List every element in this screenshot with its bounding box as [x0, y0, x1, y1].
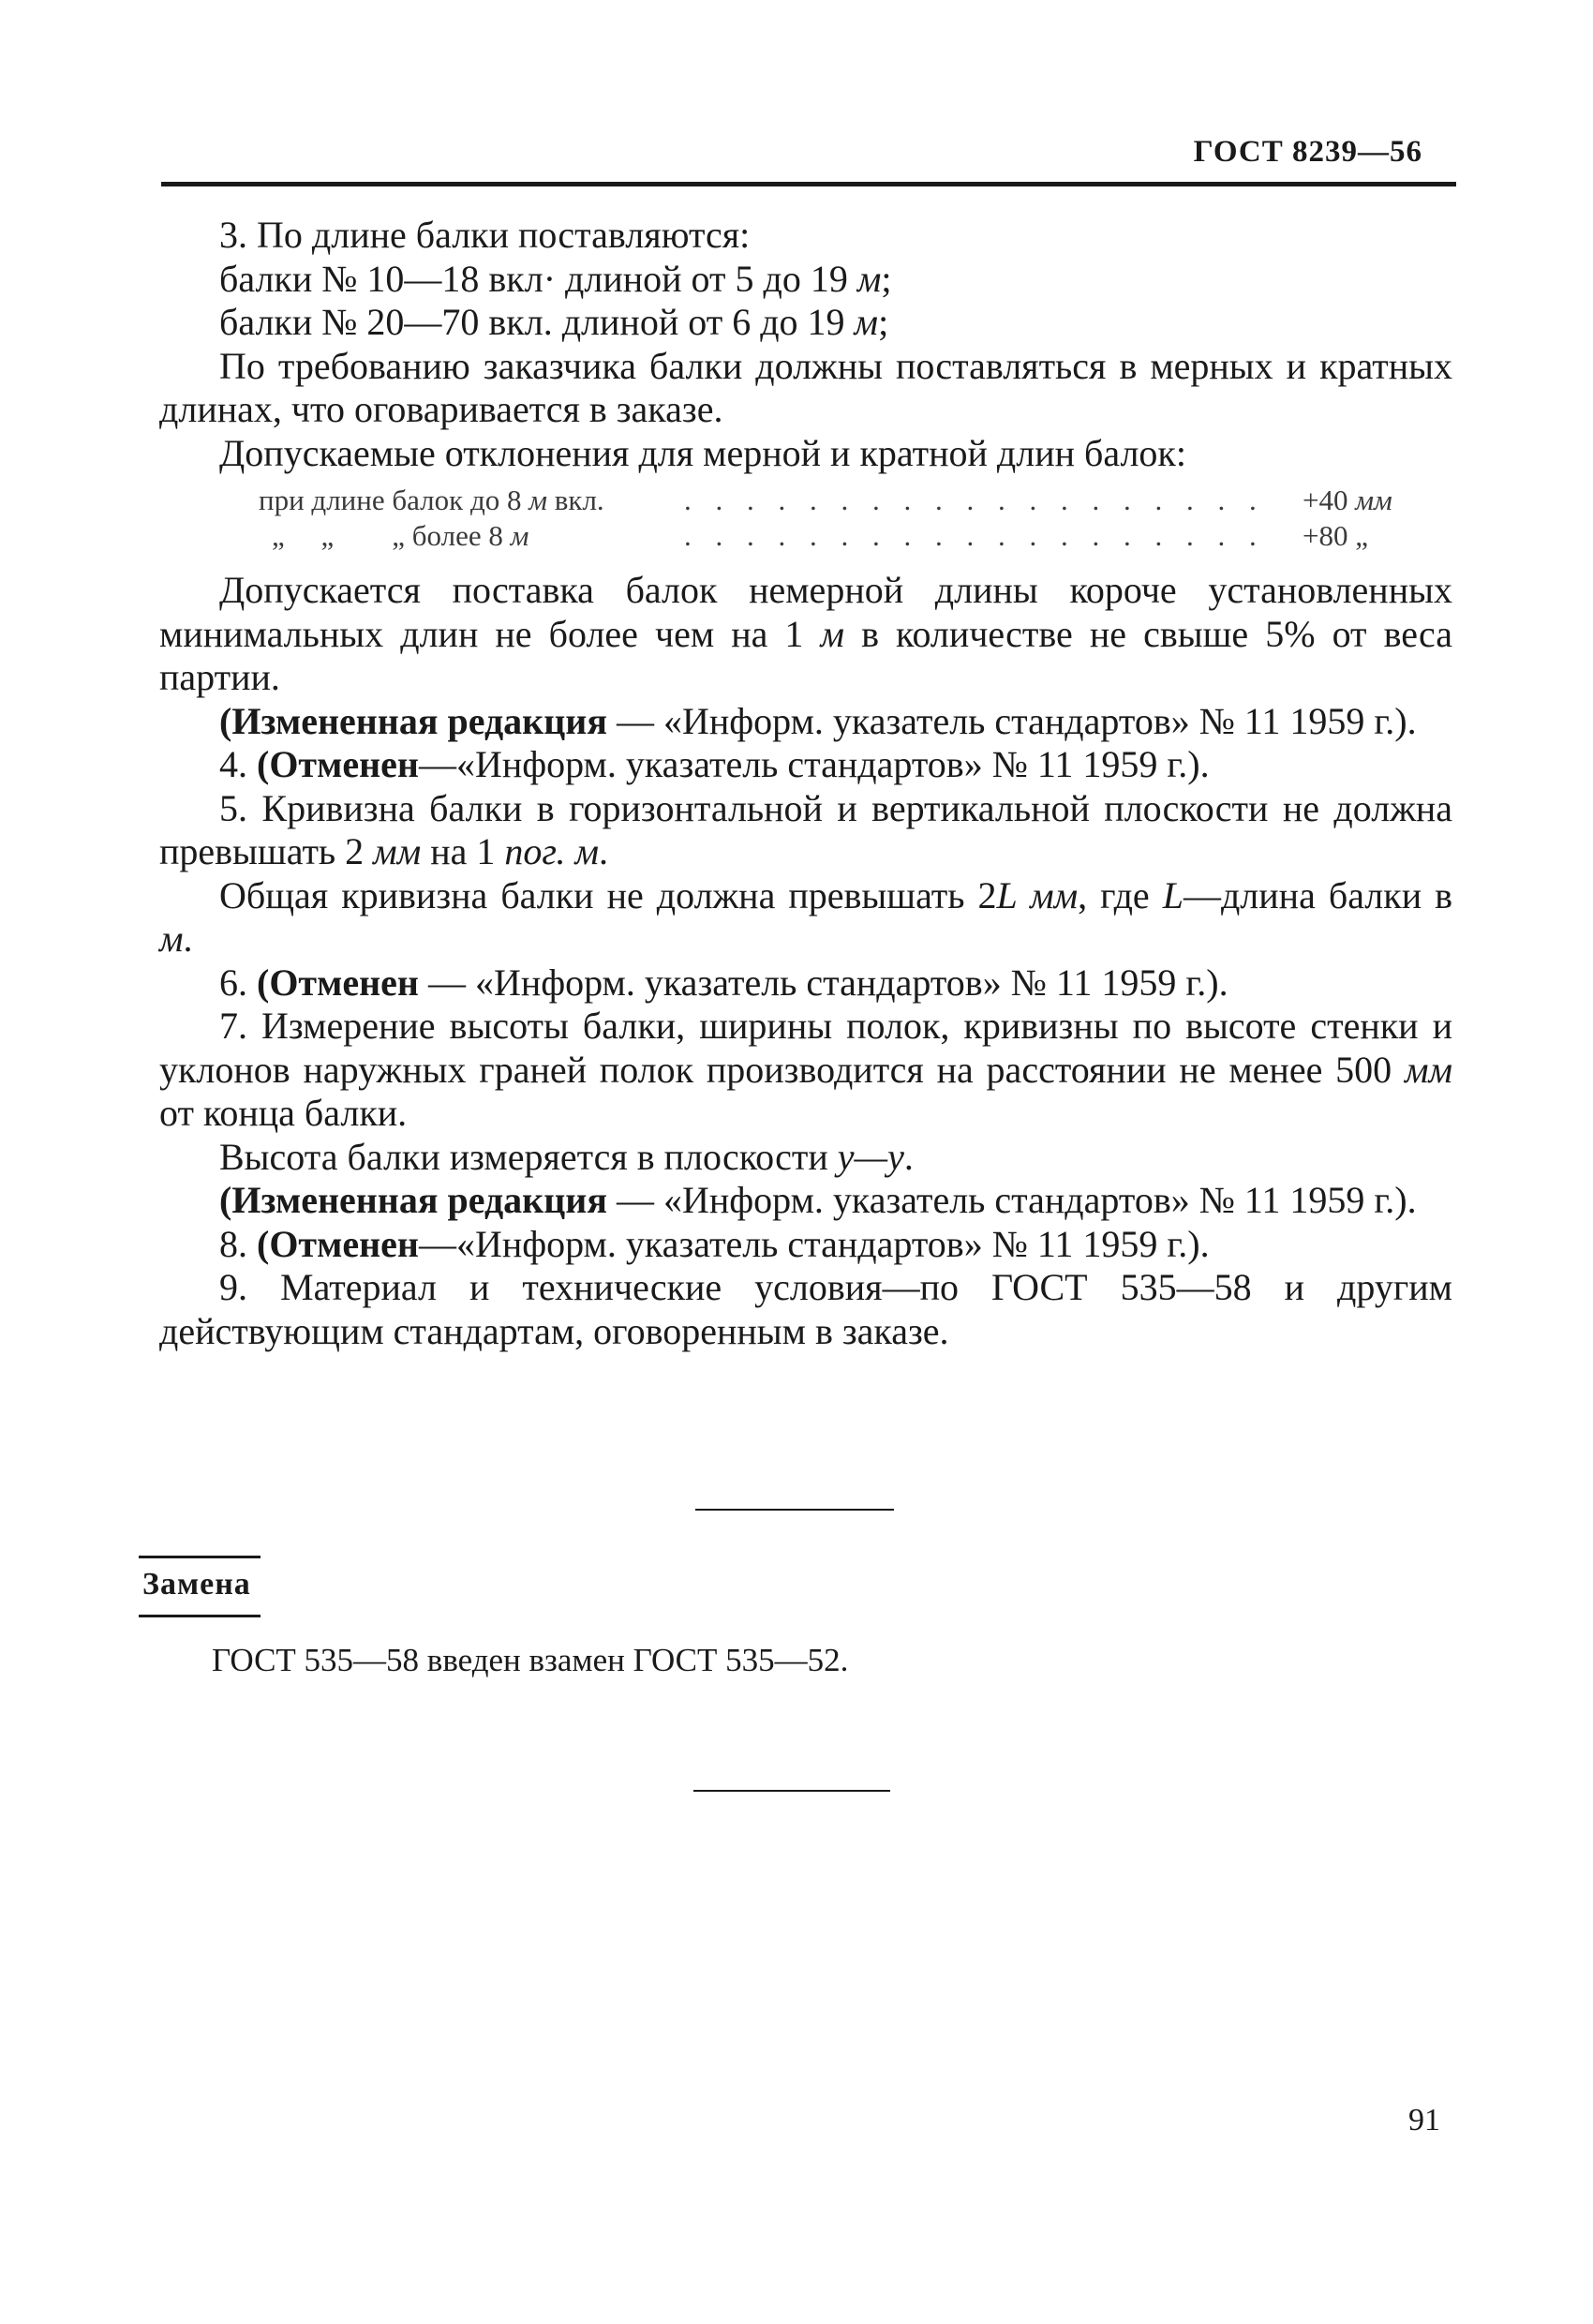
header-rule — [161, 182, 1456, 186]
clause-7-height: Высота балки измеряется в плоскости y—y. — [219, 1135, 914, 1178]
end-divider — [693, 1790, 890, 1792]
document-code: ГОСТ 8239—56 — [1193, 135, 1422, 169]
shorter-length-note: Допускается поставка балок немерной длины короче установленных минимальных длин не более чем на 1 м в количестве не свыше 5% от веса партии. — [159, 569, 1452, 698]
replacement-top-rule — [139, 1556, 261, 1558]
clause-9: 9. Материал и технические условия—по ГОСТ 535—58 и другим действующим стандартам, оговоренным в заказе. — [159, 1266, 1452, 1352]
clause-5: 5. Кривизна балки в горизонтальной и вертикальной плоскости не должна превышать 2 мм на 1 пог. м. — [159, 786, 1452, 872]
main-text — [159, 214, 1452, 1353]
clause-3-range-2: балки № 20—70 вкл. длиной от 6 до 19 м; — [219, 301, 889, 343]
clause-8: 8. (Отменен—«Информ. указатель стандартов» № 11 1959 г.). — [219, 1222, 1210, 1265]
deviations-heading: Допускаемые отклонения для мерной и кратной длин балок: — [219, 431, 1186, 474]
clause-3-range-1: балки № 10—18 вкл· длиной от 5 до 19 м; — [219, 257, 892, 300]
section-divider — [695, 1509, 894, 1511]
page-number: 91 — [1408, 2103, 1440, 2138]
clause-5-total: Общая кривизна балки не должна превышать 2L мм, где L—длина балки в м. — [159, 873, 1453, 960]
clause-3: 3. По длине балки поставляются: — [219, 214, 751, 256]
deviation-row: при длине балок до 8 м вкл. . . . . . . . . . . . . . . . . . . . +40 мм — [259, 484, 1392, 516]
leader-dots: . . . . . . . . . . . . . . . . . . . — [684, 484, 1265, 516]
amendment-note: (Измененная редакция — «Информ. указатель стандартов» № 11 1959 г.). — [219, 699, 1417, 742]
deviation-row: „ „ „ более 8 м . . . . . . . . . . . . . . . . . . . +80 „ — [272, 519, 1368, 552]
replacement-note: ГОСТ 535—58 введен взамен ГОСТ 535—52. — [212, 1642, 849, 1678]
clause-6: 6. (Отменен — «Информ. указатель стандартов» № 11 1959 г.). — [219, 961, 1228, 1004]
replacement-label: Замена — [142, 1567, 251, 1601]
leader-dots: . . . . . . . . . . . . . . . . . . . — [684, 519, 1265, 552]
clause-3-order-note: По требованию заказчика балки должны поставляться в мерных и кратных длинах, что оговаривается в заказе. — [159, 344, 1452, 430]
amendment-note: (Измененная редакция — «Информ. указатель стандартов» № 11 1959 г.). — [219, 1179, 1417, 1221]
clause-4: 4. (Отменен—«Информ. указатель стандартов» № 11 1959 г.). — [219, 743, 1210, 785]
replacement-bottom-rule — [139, 1615, 261, 1617]
clause-7: 7. Измерение высоты балки, ширины полок, кривизны по высоте стенки и уклонов наружных граней полок производится на расстоянии не менее 500 мм от конца балки. — [159, 1005, 1452, 1134]
